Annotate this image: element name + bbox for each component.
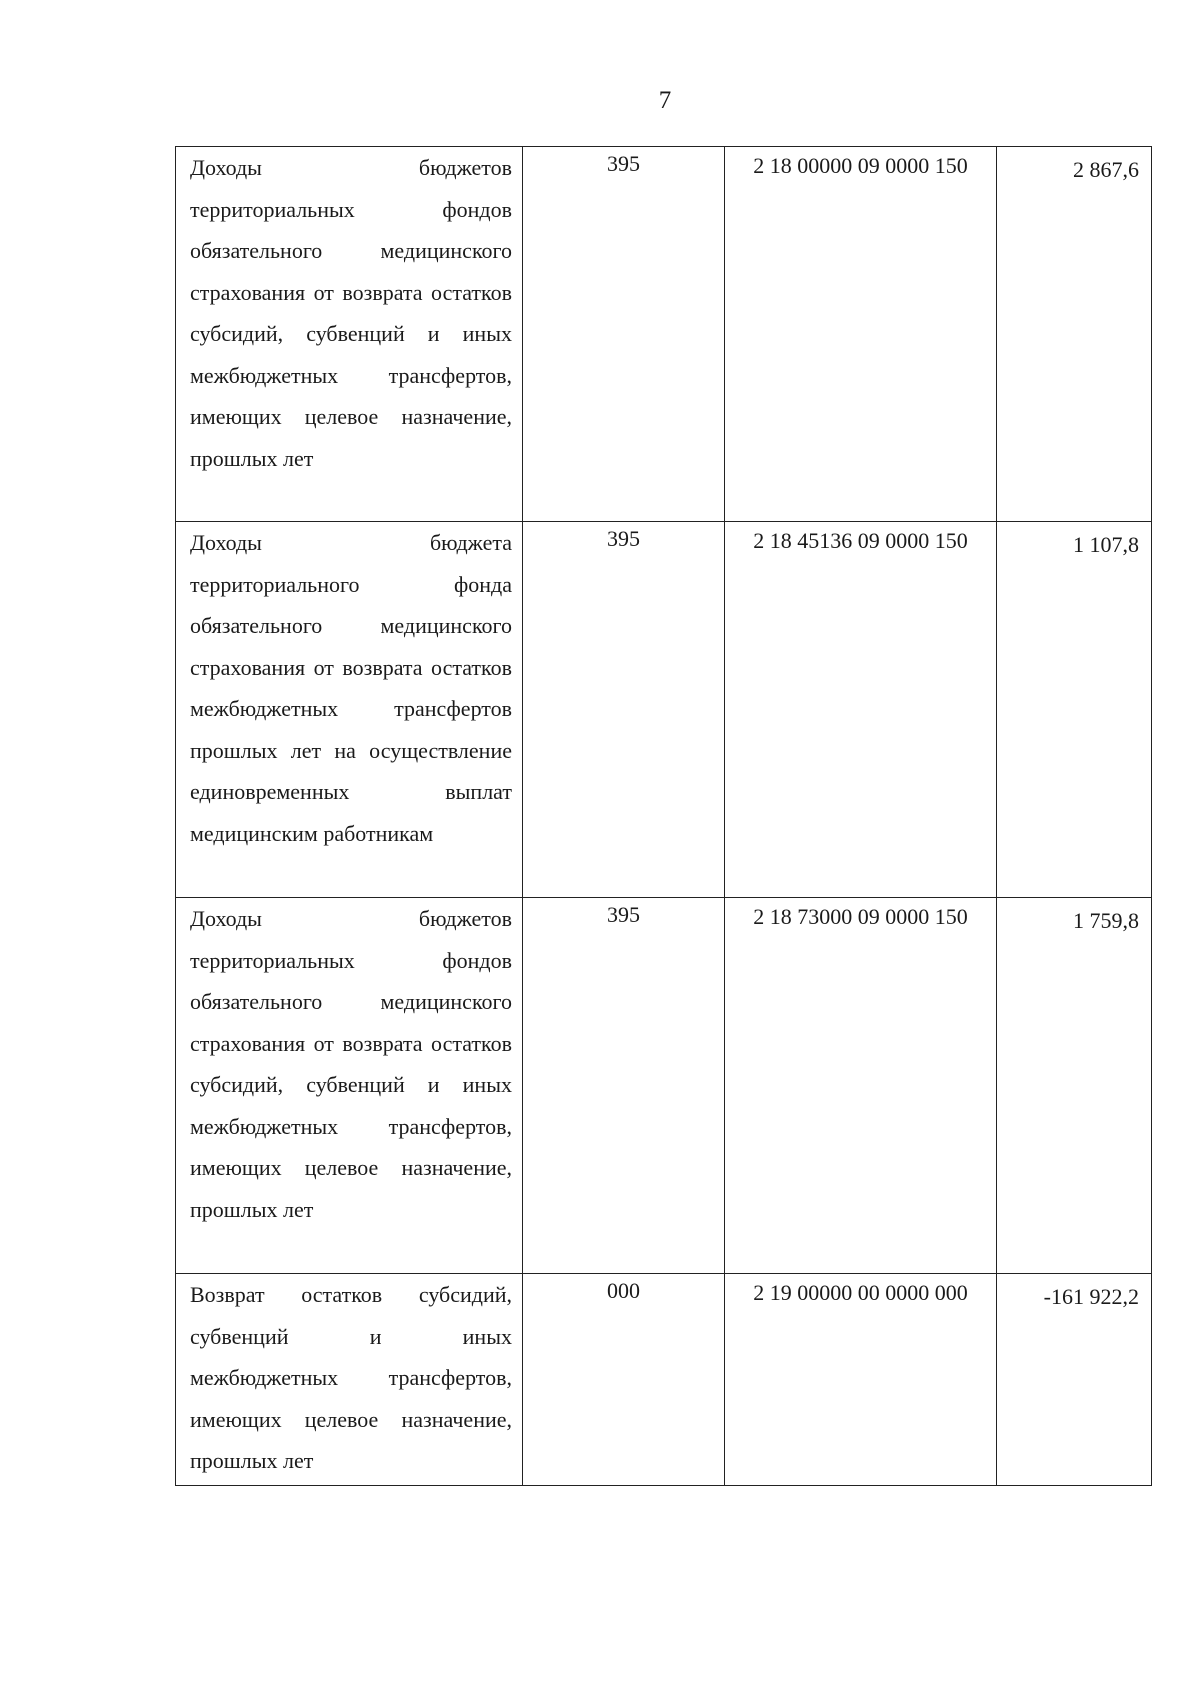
revenue-name: Доходы бюджета территориального фонда обязательного медицинского страхования от возврата остатков межбюджетных трансфертов прошлых лет на осуществление единовременных выплат медицинским работникам	[190, 530, 512, 846]
budget-code-cell: 2 18 00000 09 0000 150	[725, 147, 997, 522]
amount-cell: -161 922,2	[997, 1274, 1152, 1486]
admin-code-cell: 000	[523, 1274, 725, 1486]
revenue-name-cell	[176, 147, 523, 522]
revenue-name-cell	[176, 898, 523, 1274]
admin-code-cell: 395	[523, 522, 725, 898]
budget-revenue-table	[175, 146, 1152, 1486]
budget-code-cell: 2 18 73000 09 0000 150	[725, 898, 997, 1274]
revenue-name: Доходы бюджетов территориальных фондов обязательного медицинского страхования от возврата остатков субсидий, субвенций и иных межбюджетных трансфертов, имеющих целевое назначение, прошлых лет	[190, 155, 512, 471]
revenue-name: Доходы бюджетов территориальных фондов обязательного медицинского страхования от возврата остатков субсидий, субвенций и иных межбюджетных трансфертов, имеющих целевое назначение, прошлых лет	[190, 906, 512, 1222]
budget-code-cell: 2 19 00000 00 0000 000	[725, 1274, 997, 1486]
admin-code-cell: 395	[523, 147, 725, 522]
revenue-name: Возврат остатков субсидий, субвенций и иных межбюджетных трансфертов, имеющих целевое назначение, прошлых лет	[190, 1282, 512, 1473]
revenue-name-cell	[176, 522, 523, 898]
amount-cell: 1 759,8	[997, 898, 1152, 1274]
amount-cell: 2 867,6	[997, 147, 1152, 522]
table-row	[176, 147, 1152, 522]
table-row	[176, 1274, 1152, 1486]
table-row	[176, 522, 1152, 898]
table-row	[176, 898, 1152, 1274]
amount-cell: 1 107,8	[997, 522, 1152, 898]
revenue-name-cell	[176, 1274, 523, 1486]
budget-code-cell: 2 18 45136 09 0000 150	[725, 522, 997, 898]
admin-code-cell: 395	[523, 898, 725, 1274]
page-number: 7	[658, 87, 672, 114]
